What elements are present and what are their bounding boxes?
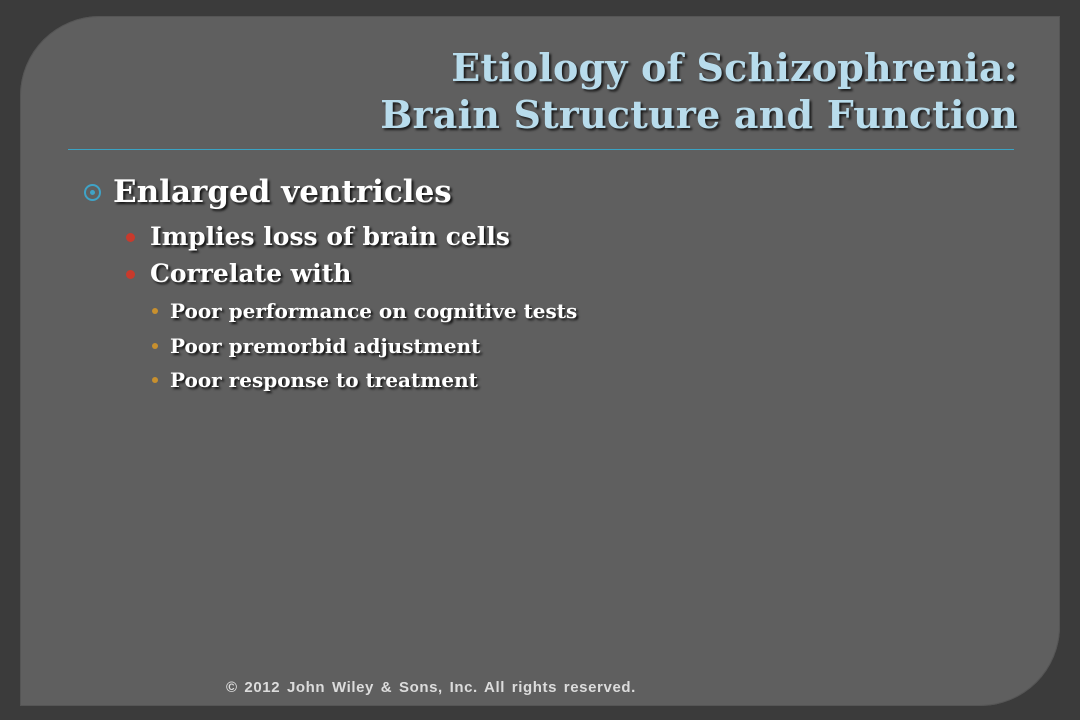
dot-bullet-icon: [126, 270, 135, 279]
small-dot-bullet-icon: [152, 377, 158, 383]
title-line-2: Brain Structure and Function: [380, 92, 1018, 137]
bullet-text: Poor response to treatment: [170, 368, 478, 392]
bullet-item-level3: [152, 367, 478, 393]
bullet-item-level2: [126, 258, 351, 290]
small-dot-bullet-icon: [152, 343, 158, 349]
circle-bullet-icon: [84, 184, 101, 201]
bullet-text: Poor performance on cognitive tests: [170, 299, 578, 323]
bullet-item-level3: [152, 333, 480, 359]
title-line-1: Etiology of Schizophrenia:: [451, 45, 1018, 90]
bullet-text: Poor premorbid adjustment: [170, 334, 481, 358]
dot-bullet-icon: [126, 233, 135, 242]
bullet-text: Implies loss of brain cells: [150, 222, 510, 251]
small-dot-bullet-icon: [152, 308, 158, 314]
bullet-text: Enlarged ventricles: [113, 174, 452, 210]
bullet-item-level1: [84, 172, 452, 212]
bullet-text: Correlate with: [150, 259, 352, 288]
bullet-item-level3: [152, 298, 577, 324]
copyright-footer: © 2012 John Wiley & Sons, Inc. All rights reserved.: [226, 679, 636, 696]
bullet-item-level2: [126, 221, 510, 253]
